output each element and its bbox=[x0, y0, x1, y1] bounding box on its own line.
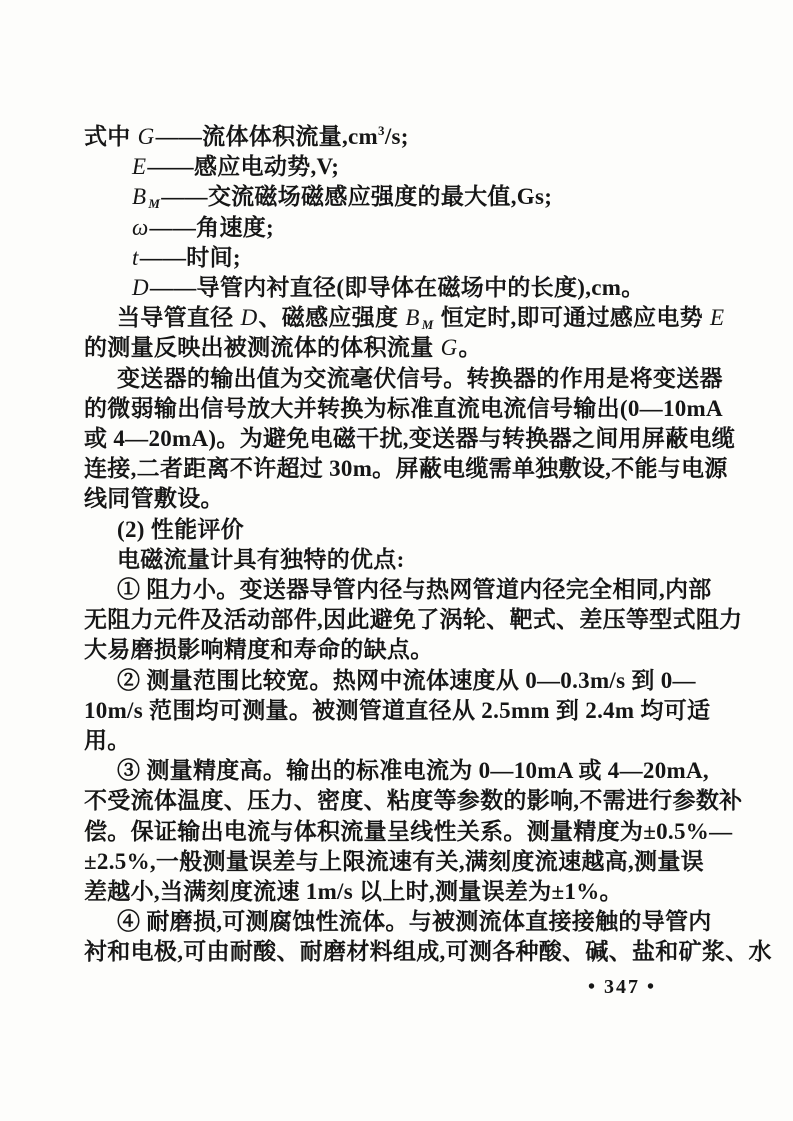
text-run: 差越小,当满刻度流速 1m/s 以上时,测量误差为±1%。 bbox=[84, 879, 623, 905]
text-run: ④ 耐磨损,可测腐蚀性流体。与被测流体直接接触的导管内 bbox=[117, 909, 712, 935]
text-run: ② 测量范围比较宽。热网中流体速度从 0—0.3m/s 到 0— bbox=[117, 667, 696, 693]
text-run: 电磁流量计具有独特的优点: bbox=[117, 546, 405, 572]
text-line-23 bbox=[84, 786, 758, 816]
text-line-3 bbox=[84, 182, 758, 212]
text-line-11 bbox=[84, 424, 758, 454]
page-text-block bbox=[84, 122, 772, 968]
text-line-21 bbox=[84, 726, 758, 756]
text-run: 、磁感应强度 bbox=[258, 305, 405, 331]
text-line-20 bbox=[84, 696, 758, 726]
text-run: 的测量反映出被测流体的体积流量 bbox=[84, 335, 440, 361]
math-variable: t bbox=[132, 244, 139, 270]
math-variable: M bbox=[421, 317, 434, 333]
text-line-24 bbox=[84, 817, 758, 847]
text-run: 大易磨损影响精度和寿命的缺点。 bbox=[84, 637, 434, 663]
text-line-28 bbox=[84, 937, 772, 967]
text-run: 式中 bbox=[84, 124, 137, 149]
math-variable: D bbox=[132, 275, 149, 301]
text-line-27 bbox=[84, 907, 758, 937]
text-run: 变送器的输出值为交流毫伏信号。转换器的作用是将变送器 bbox=[117, 365, 723, 391]
text-line-7 bbox=[84, 303, 758, 333]
text-line-15 bbox=[84, 545, 758, 575]
text-line-19 bbox=[84, 666, 758, 696]
page-number: • 347 • bbox=[588, 976, 657, 998]
text-run: ——感应电动势,V; bbox=[147, 154, 340, 180]
text-run: 用。 bbox=[84, 728, 131, 754]
text-line-13 bbox=[84, 484, 758, 514]
text-line-25 bbox=[84, 847, 758, 877]
math-variable: D bbox=[240, 305, 258, 331]
text-line-2 bbox=[84, 152, 758, 182]
text-run: ——导管内衬直径(即导体在磁场中的长度),cm。 bbox=[149, 275, 645, 301]
math-variable: E bbox=[132, 154, 147, 180]
text-line-18 bbox=[84, 635, 758, 665]
text-run: ③ 测量精度高。输出的标准电流为 0—10mA 或 4—20mA, bbox=[117, 758, 709, 784]
math-variable: G bbox=[440, 335, 458, 361]
math-variable: ω bbox=[132, 214, 149, 240]
text-run: ——角速度; bbox=[149, 214, 275, 240]
text-run: 偿。保证输出电流与体积流量呈线性关系。测量精度为±0.5%— bbox=[84, 818, 733, 844]
text-line-22 bbox=[84, 756, 758, 786]
text-run: ——时间; bbox=[139, 244, 241, 270]
text-line-5 bbox=[84, 243, 758, 273]
text-line-17 bbox=[84, 605, 758, 635]
text-line-9 bbox=[84, 364, 758, 394]
text-run: 的微弱输出信号放大并转换为标准直流电流信号输出(0—10mA bbox=[84, 395, 723, 421]
text-line-1 bbox=[84, 122, 758, 152]
text-line-8 bbox=[84, 333, 758, 363]
math-variable: B bbox=[132, 184, 147, 210]
text-run: 连接,二者距离不许超过 30m。屏蔽电缆需单独敷设,不能与电源 bbox=[84, 456, 728, 482]
text-run: ——交流磁场磁感应强度的最大值,Gs; bbox=[161, 184, 553, 210]
text-run: (2) 性能评价 bbox=[117, 516, 244, 542]
math-variable: G bbox=[137, 124, 155, 149]
text-line-26 bbox=[84, 877, 758, 907]
math-variable: E bbox=[710, 305, 725, 331]
text-run: 线同管敷设。 bbox=[84, 486, 224, 512]
text-run: /s; bbox=[384, 124, 409, 149]
text-run: ±2.5%,一般测量误差与上限流速有关,满刻度流速越高,测量误 bbox=[84, 848, 704, 874]
text-line-16 bbox=[84, 575, 758, 605]
text-run: 。 bbox=[458, 335, 482, 361]
text-line-14 bbox=[84, 515, 758, 545]
text-run: 不受流体温度、压力、密度、粘度等参数的影响,不需进行参数补 bbox=[84, 788, 743, 814]
text-run: 当导管直径 bbox=[117, 305, 240, 331]
text-run: 10m/s 范围均可测量。被测管道直径从 2.5mm 到 2.4m 均可适 bbox=[84, 697, 711, 723]
math-variable: B bbox=[405, 305, 420, 331]
text-line-12 bbox=[84, 454, 758, 484]
text-run: ——流体体积流量,cm bbox=[155, 124, 378, 149]
text-run: 或 4—20mA)。为避免电磁干扰,变送器与转换器之间用屏蔽电缆 bbox=[84, 426, 736, 452]
text-run: 恒定时,即可通过感应电势 bbox=[434, 305, 710, 331]
text-run: 3 bbox=[378, 123, 385, 138]
text-line-6 bbox=[84, 273, 758, 303]
text-line-4 bbox=[84, 213, 758, 243]
text-run: 无阻力元件及活动部件,因此避免了涡轮、靶式、差压等型式阻力 bbox=[84, 607, 743, 633]
text-run: ① 阻力小。变送器导管内径与热网管道内径完全相同,内部 bbox=[117, 577, 712, 603]
text-line-10 bbox=[84, 394, 758, 424]
math-variable: M bbox=[148, 196, 161, 212]
text-run: 衬和电极,可由耐酸、耐磨材料组成,可测各种酸、碱、盐和矿浆、水 bbox=[84, 939, 772, 965]
